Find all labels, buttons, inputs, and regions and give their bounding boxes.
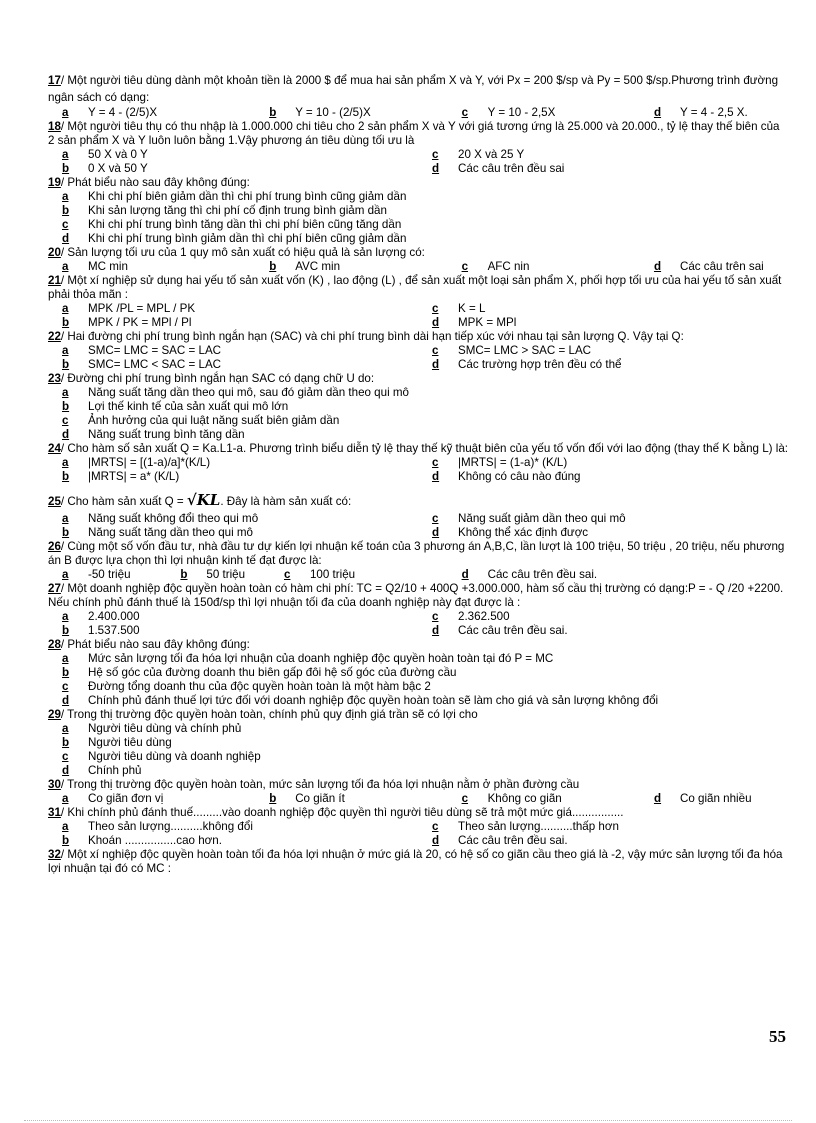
option-a[interactable]: a SMC= LMC = SAC = LAC [62,344,222,357]
question-text: Một người tiêu thụ có thu nhập là 1.000.000 chi tiêu cho 2 sản phẩm X và Y với giá tương ứng là 25.000 và 20.000., tỷ lệ thay thế biên của 2 sản phẩm X và Y luôn luôn bằng 1.Vậy phương án tiêu dùng tối ưu là [48,120,780,147]
option-c[interactable]: c Khi chi phí trung bình tăng dần thì chi phí biên cũng tăng dần [62,218,402,231]
question-22: 22/ Hai đường chi phí trung bình ngắn hạn (SAC) và chi phí trung bình dài hạn tiếp xúc với nhau tại sản lượng Q. Vậy tại Q: a SMC= LMC = SAC = LAC c SMC= LMC > SAC = LAC b SMC= LMC < SAC = LAC d Các trường hợp trên đều có thể [48,330,788,372]
question-20: 20/ Sản lượng tối ưu của 1 quy mô sản xuất có hiệu quả là sản lượng có: a MC min b AVC min c AFC nin d Các câu trên sai [48,246,788,274]
question-text: Một doanh nghiệp độc quyền hoàn toàn có hàm chi phí: TC = Q2/10 + 400Q +3.000.000, hàm số cầu thị trường có dạng:P = - Q /20 +2200. Nếu chính phủ đánh thuế là 150đ/sp thì lợi nhuận tối đa của doanh nghiệp này đạt được là : [48,582,784,609]
option-a[interactable]: a Năng suất tăng dần theo qui mô, sau đó giảm dần theo qui mô [62,386,409,399]
option-a[interactable]: a -50 triệu [62,568,131,581]
question-text: . Đây là hàm sản xuất có: [220,495,352,508]
question-18: 18/ Một người tiêu thụ có thu nhập là 1.000.000 chi tiêu cho 2 sản phẩm X và Y với giá tương ứng là 25.000 và 20.000., tỷ lệ thay thế biên của 2 sản phẩm X và Y luôn luôn bằng 1.Vậy phương án tiêu dùng tối ưu là a 50 X và 0 Y c 20 X và 25 Y b 0 X và 50 Y d Các câu trên đều sai [48,120,788,176]
question-text: Phát biểu nào sau đây không đúng: [67,638,250,651]
option-d[interactable]: d Các câu trên đều sai. [461,568,598,581]
option-d[interactable]: d Các câu trên đều sai. [432,834,568,847]
question-number: 28 [48,638,61,651]
option-c[interactable]: c Năng suất giảm dần theo qui mô [432,512,626,525]
option-d[interactable]: d Các câu trên đều sai [432,162,565,175]
question-text: Một người tiêu dùng dành một khoản tiền là 2000 $ để mua hai sản phẩm X và Y, với Px = 200 $/sp và Py = 500 $/sp.Phương trình đường ngân sách có dạng: [48,74,779,104]
option-b[interactable]: b Người tiêu dùng [62,736,172,749]
question-25: 25/ Cho hàm sản xuất Q = √KL. Đây là hàm sản xuất có: a Năng suất không đổi theo qui mô c Năng suất giảm dần theo qui mô b Năng suất tăng dần theo qui mô d Không thể xác định được [48,490,788,540]
option-d[interactable]: d MPK = MPl [432,316,517,329]
question-number: 22 [48,330,61,343]
option-d[interactable]: d Y = 4 - 2,5 X. [653,106,748,119]
question-text: Một xí nghiệp độc quyền hoàn toàn tối đa hóa lợi nhuận ở mức giá là 20, có hệ số co giãn cầu theo giá là -2, vậy mức sản lượng tối đa hóa lợi nhuận tại đó có MC : [48,848,783,875]
option-a[interactable]: a Y = 4 - (2/5)X [62,106,158,119]
option-a[interactable]: a 50 X và 0 Y [62,148,148,161]
option-b[interactable]: b Y = 10 - (2/5)X [269,106,371,119]
option-b[interactable]: b SMC= LMC < SAC = LAC [62,358,222,371]
question-text: Đường chi phí trung bình ngắn hạn SAC có dạng chữ U do: [67,372,375,385]
option-b[interactable]: b 0 X và 50 Y [62,162,148,175]
question-text: Sản lượng tối ưu của 1 quy mô sản xuất có hiệu quả là sản lượng có: [67,246,425,259]
question-31: 31/ Khi chính phủ đánh thuế.........vào doanh nghiệp độc quyền thì người tiêu dùng sẽ trả một mức giá................ a Theo sản lượng..........không đổi c Theo sản lượng..........thấp hơn b Khoán ................cao hơn. d Các câu trên đều sai. [48,806,788,848]
option-d[interactable]: d Không có câu nào đúng [432,470,581,483]
question-21: 21/ Một xí nghiệp sử dụng hai yếu tố sản xuất vốn (K) , lao động (L) , để sản xuất một loại sản phẩm X, phối hợp tối ưu của hai yếu tố sản xuất phải thỏa mãn : a MPK /PL = MPL / PK c K = L b MPK / PK = MPl / Pl d MPK = MPl [48,274,788,330]
question-text: Hai đường chi phí trung bình ngắn hạn (SAC) và chi phí trung bình dài hạn tiếp xúc với nhau tại sản lượng Q. Vậy tại Q: [67,330,684,343]
option-b[interactable]: b Co giãn ít [269,792,345,805]
option-b[interactable]: b Hệ số góc của đường doanh thu biên gấp đôi hệ số góc của đường cầu [62,666,457,679]
option-d[interactable]: d Các câu trên đều sai. [432,624,568,637]
question-number: 21 [48,274,61,287]
sqrt-formula: √KL [186,491,221,509]
question-number: 31 [48,806,61,819]
option-b[interactable]: b 50 triệu [180,568,246,581]
question-text: Khi chính phủ đánh thuế.........vào doanh nghiệp độc quyền thì người tiêu dùng sẽ trả một mức giá................ [67,806,624,819]
question-text-before: Cho hàm sản xuất Q = [67,495,187,508]
footer-divider [24,1120,792,1121]
option-a[interactable]: a Năng suất không đổi theo qui mô [62,512,259,525]
question-text: Cho hàm số sản xuất Q = Ka.L1-a. Phương trình biểu diễn tỷ lệ thay thế kỹ thuật biên của yếu tố vốn đối với lao động (thay thế K bằng L) là: [67,442,789,455]
option-b[interactable]: b Khoán ................cao hơn. [62,834,222,847]
question-19: 19/ Phát biểu nào sau đây không đúng: a Khi chi phí biên giảm dần thì chi phí trung bình cũng giảm dần b Khi sản lượng tăng thì chi phí cố định trung bình giảm dần c Khi chi phí trung bình tăng dần thì chi phí biên cũng tăng dần d Khi chi phí trung bình giảm dần thì chi phí biên cũng giảm dần [48,176,788,246]
option-a[interactable]: a Mức sản lượng tối đa hóa lợi nhuận của doanh nghiệp độc quyền hoàn toàn tại đó P = MC [62,652,554,665]
question-32: 32/ Một xí nghiệp độc quyền hoàn toàn tối đa hóa lợi nhuận ở mức giá là 20, có hệ số co giãn cầu theo giá là -2, vậy mức sản lượng tối đa hóa lợi nhuận tại đó có MC : [48,848,783,875]
option-b[interactable]: b Lợi thế kinh tế của sản xuất qui mô lớn [62,400,289,413]
option-c[interactable]: c Y = 10 - 2,5X [461,106,556,119]
question-number: 29 [48,708,61,721]
option-c[interactable]: c |MRTS| = (1-a)* (K/L) [432,456,568,469]
option-c[interactable]: c 100 triệu [283,568,356,581]
question-27: 27/ Một doanh nghiệp độc quyền hoàn toàn có hàm chi phí: TC = Q2/10 + 400Q +3.000.000, hàm số cầu thị trường có dạng:P = - Q /20 +2200. Nếu chính phủ đánh thuế là 150đ/sp thì lợi nhuận tối đa của doanh nghiệp này đạt được là : a 2.400.000 c 2.362.500 b 1.537.500 d Các câu trên đều sai. [48,582,788,638]
question-text: Phát biểu nào sau đây không đúng: [67,176,250,189]
question-number: 27 [48,582,61,595]
question-number: 32 [48,848,61,861]
option-c[interactable]: c Đường tổng doanh thu của độc quyền hoàn toàn là một hàm bậc 2 [62,680,431,693]
option-c[interactable]: c Người tiêu dùng và doanh nghiệp [62,750,261,763]
option-d[interactable]: d Các trường hợp trên đều có thể [432,358,622,371]
option-a[interactable]: a Khi chi phí biên giảm dần thì chi phí trung bình cũng giảm dần [62,190,407,203]
option-d[interactable]: d Các câu trên sai [653,260,764,273]
option-b[interactable]: b 1.537.500 [62,624,140,637]
option-c[interactable]: c Ảnh hưởng của qui luật năng suất biên giảm dần [62,414,340,427]
page-number: 55 [769,1027,786,1046]
option-a[interactable]: a Người tiêu dùng và chính phủ [62,722,242,735]
option-a[interactable]: a Theo sản lượng..........không đổi [62,820,253,833]
question-number: 25 [48,495,61,508]
question-30: 30/ Trong thị trường độc quyền hoàn toàn, mức sản lượng tối đa hóa lợi nhuận nằm ở phần đường cầu a Co giãn đơn vị b Co giãn ít c Không co giãn d Co giãn nhiều [48,778,788,806]
question-28: 28/ Phát biểu nào sau đây không đúng: a Mức sản lượng tối đa hóa lợi nhuận của doanh nghiệp độc quyền hoàn toàn tại đó P = MC b Hệ số góc của đường doanh thu biên gấp đôi hệ số góc của đường cầu c Đường tổng doanh thu của độc quyền hoàn toàn là một hàm bậc 2 d Chính phủ đánh thuế lợi tức đối với doanh nghiệp độc quyền hoàn toàn sẽ làm cho giá và sản lượng không đổi [48,638,788,708]
option-d[interactable]: d Năng suất trung bình tăng dần [62,428,245,441]
question-number: 20 [48,246,61,259]
question-29: 29/ Trong thị trường độc quyền hoàn toàn, chính phủ quy định giá trần sẽ có lợi cho a Người tiêu dùng và chính phủ b Người tiêu dùng c Người tiêu dùng và doanh nghiệp d Chính phủ [48,708,788,778]
option-a[interactable]: a MPK /PL = MPL / PK [62,302,196,315]
question-number: 19 [48,176,61,189]
option-c[interactable]: c Theo sản lượng..........thấp hơn [432,820,619,833]
question-number: 30 [48,778,61,791]
option-d[interactable]: d Chính phủ [62,764,142,777]
question-26: 26/ Cùng một số vốn đầu tư, nhà đầu tư dự kiến lợi nhuận kế toán của 3 phương án A,B,C, lần lượt là 100 triệu, 50 triệu , 20 triệu, nếu phương án B được lựa chọn thì lợi nhuận kinh tế đạt được là: a -50 triệu b 50 triệu c 100 triệu d Các câu trên đều sai. [48,540,788,582]
option-b[interactable]: b |MRTS| = a* (K/L) [62,470,180,483]
question-text: Trong thị trường độc quyền hoàn toàn, chính phủ quy định giá trần sẽ có lợi cho [67,708,478,721]
question-number: 26 [48,540,61,553]
option-c[interactable]: c 20 X và 25 Y [432,148,525,161]
option-b[interactable]: b MPK / PK = MPl / Pl [62,316,192,329]
option-c[interactable]: c 2.362.500 [432,610,510,623]
option-d[interactable]: d Chính phủ đánh thuế lợi tức đối với doanh nghiệp độc quyền hoàn toàn sẽ làm cho giá và sản lượng không đổi [62,694,659,707]
question-number: 24 [48,442,61,455]
option-c[interactable]: c K = L [432,302,486,315]
option-a[interactable]: a MC min [62,260,128,273]
option-c[interactable]: c SMC= LMC > SAC = LAC [432,344,592,357]
question-number: 23 [48,372,61,385]
option-c[interactable]: c AFC nin [461,260,530,273]
option-c[interactable]: c Không co giãn [461,792,562,805]
option-d[interactable]: d Không thể xác định được [432,526,589,539]
option-b[interactable]: b AVC min [269,260,341,273]
option-d[interactable]: d Co giãn nhiều [653,792,752,805]
option-d[interactable]: d Khi chi phí trung bình giảm dần thì chi phí biên cũng giảm dần [62,232,407,245]
question-24: 24/ Cho hàm số sản xuất Q = Ka.L1-a. Phương trình biểu diễn tỷ lệ thay thế kỹ thuật biên của yếu tố vốn đối với lao động (thay thế K bằng L) là: a |MRTS| = [(1-a)/a]*(K/L) c |MRTS| = (1-a)* (K/L) b |MRTS| = a* (K/L) d Không có câu nào đúng [48,442,789,483]
question-text: Trong thị trường độc quyền hoàn toàn, mức sản lượng tối đa hóa lợi nhuận nằm ở phần đường cầu [67,778,580,791]
question-text: Cùng một số vốn đầu tư, nhà đầu tư dự kiến lợi nhuận kế toán của 3 phương án A,B,C, lần lượt là 100 triệu, 50 triệu , 20 triệu, nếu phương án B được lựa chọn thì lợi nhuận kinh tế đạt được là: [48,540,785,567]
option-b[interactable]: b Năng suất tăng dần theo qui mô [62,526,254,539]
option-a[interactable]: a |MRTS| = [(1-a)/a]*(K/L) [62,456,211,469]
question-23: 23/ Đường chi phí trung bình ngắn hạn SAC có dạng chữ U do: a Năng suất tăng dần theo qui mô, sau đó giảm dần theo qui mô b Lợi thế kinh tế của sản xuất qui mô lớn c Ảnh hưởng của qui luật năng suất biên giảm dần d Năng suất trung bình tăng dần [48,372,788,442]
question-number: 17 [48,74,61,87]
question-17: 17/ Một người tiêu dùng dành một khoản tiền là 2000 $ để mua hai sản phẩm X và Y, với Px = 200 $/sp và Py = 500 $/sp.Phương trình đường ngân sách có dạng: a Y = 4 - (2/5)X b Y = 10 - (2/5)X c Y = 10 - 2,5X d Y = 4 - 2,5 X. [48,72,788,120]
question-number: 18 [48,120,61,133]
question-text: Một xí nghiệp sử dụng hai yếu tố sản xuất vốn (K) , lao động (L) , để sản xuất một loại sản phẩm X, phối hợp tối ưu của hai yếu tố sản xuất phải thỏa mãn : [48,274,782,301]
option-b[interactable]: b Khi sản lượng tăng thì chi phí cố định trung bình giảm dần [62,204,387,217]
option-a[interactable]: a Co giãn đơn vị [62,792,164,805]
question-list [48,72,788,876]
option-a[interactable]: a 2.400.000 [62,610,140,623]
